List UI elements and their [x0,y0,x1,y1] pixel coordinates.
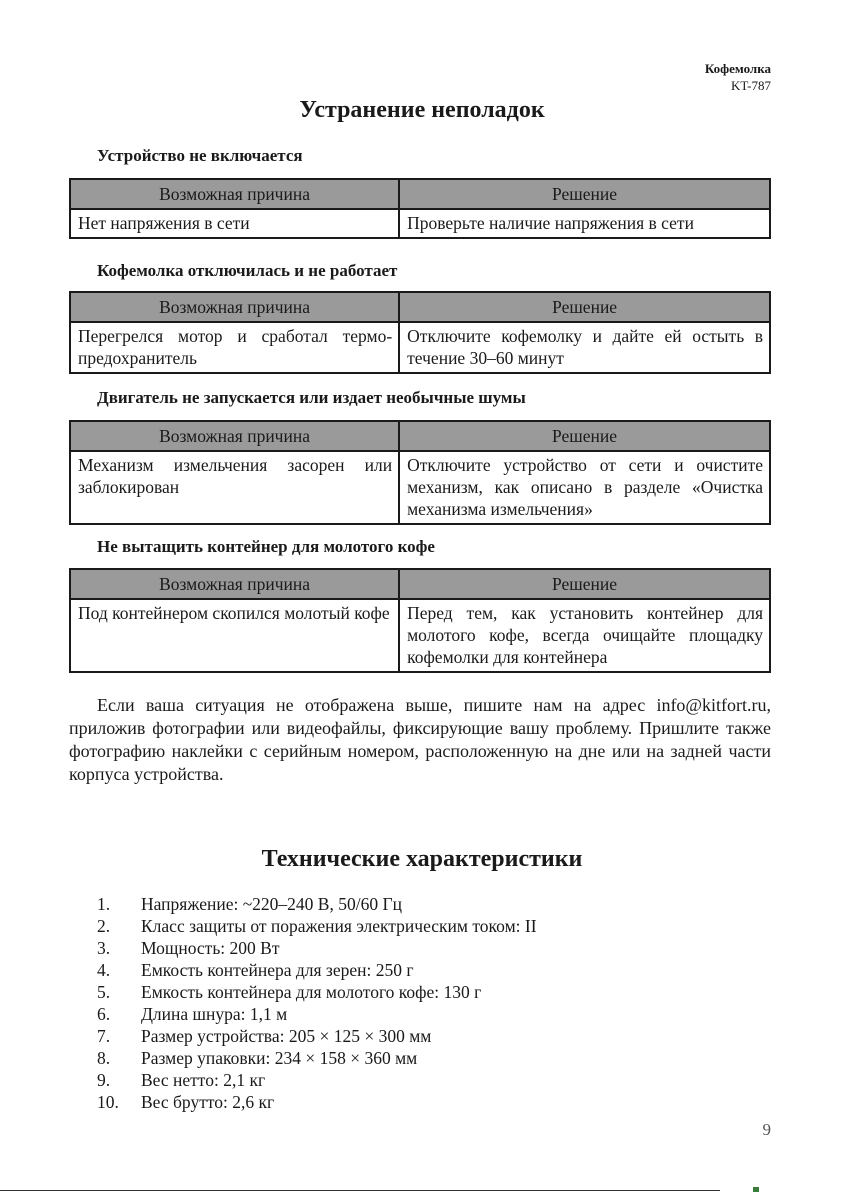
list-item: 4. Емкость контейнера для зерен: 250 г [97,960,414,980]
col-header-solution: Решение [399,292,770,322]
corner-mark [753,1187,759,1192]
list-item: 6. Длина шнура: 1,1 м [97,1004,288,1024]
list-item: 7. Размер устройства: 205 × 125 × 300 мм [97,1026,432,1046]
col-header-cause: Возможная причина [70,179,399,209]
troubleshooting-table-3 [69,420,771,525]
troubleshooting-table-1 [69,178,771,239]
col-header-solution: Решение [399,569,770,599]
list-item: 3. Мощность: 200 Вт [97,938,280,958]
solution-cell: Проверьте наличие напряжения в сети [399,209,770,238]
troubleshooting-table-2 [69,291,771,374]
specs-title: Технические характеристики [261,846,583,872]
contact-note: Если ваша ситуация не отображена выше, пишите нам на адрес info@kitfort.ru, приложив фотографии или видеофайлы, фиксирующие вашу проблему. Пришлите также фотографию наклейки с серийным номером, расположенную на дне или на задней части корпуса устройства. [69,695,771,784]
table-row [70,209,770,238]
list-item: 9. Вес нетто: 2,1 кг [97,1070,266,1090]
troubleshooting-title: Устранение неполадок [299,97,545,123]
page-header [705,60,771,94]
table-row [70,599,770,672]
col-header-cause: Возможная причина [70,421,399,451]
solution-cell: Отключите кофемолку и дайте ей остыть в течение 30–60 минут [399,322,770,373]
section-heading-3: Двигатель не запускается или издает необычные шумы [97,388,526,407]
cause-cell: Нет напряжения в сети [70,209,399,238]
table-row [70,451,770,524]
section-heading-4: Не вытащить контейнер для молотого кофе [97,537,435,556]
col-header-cause: Возможная причина [70,292,399,322]
section-heading-2: Кофемолка отключилась и не работает [97,261,398,280]
cause-cell: Перегрелся мотор и сработал термопредохранитель [70,322,399,373]
page-number: 9 [762,1120,771,1139]
bottom-rule [0,1190,720,1191]
header-model: KT-787 [731,78,771,93]
list-item: 5. Емкость контейнера для молотого кофе: 130 г [97,982,482,1002]
list-item: 8. Размер упаковки: 234 × 158 × 360 мм [97,1048,418,1068]
troubleshooting-table-4 [69,568,771,673]
solution-cell: Отключите устройство от сети и очистите механизм, как описано в разделе «Очистка механизма измельчения» [399,451,770,524]
solution-cell: Перед тем, как установить контейнер для молотого кофе, всегда очищайте площадку кофемолки для контейнера [399,599,770,672]
list-item: 2. Класс защиты от поражения электрическим током: II [97,916,537,936]
table-row [70,322,770,373]
col-header-solution: Решение [399,421,770,451]
specs-list [97,893,537,1113]
list-item: 10. Вес брутто: 2,6 кг [97,1092,275,1112]
section-heading-1: Устройство не включается [97,146,303,165]
col-header-cause: Возможная причина [70,569,399,599]
col-header-solution: Решение [399,179,770,209]
list-item: 1. Напряжение: ~220–240 В, 50/60 Гц [97,894,402,914]
cause-cell: Под контейнером скопился молотый кофе [70,599,399,672]
cause-cell: Механизм измельчения засорен или заблокирован [70,451,399,524]
header-product: Кофемолка [704,61,771,76]
